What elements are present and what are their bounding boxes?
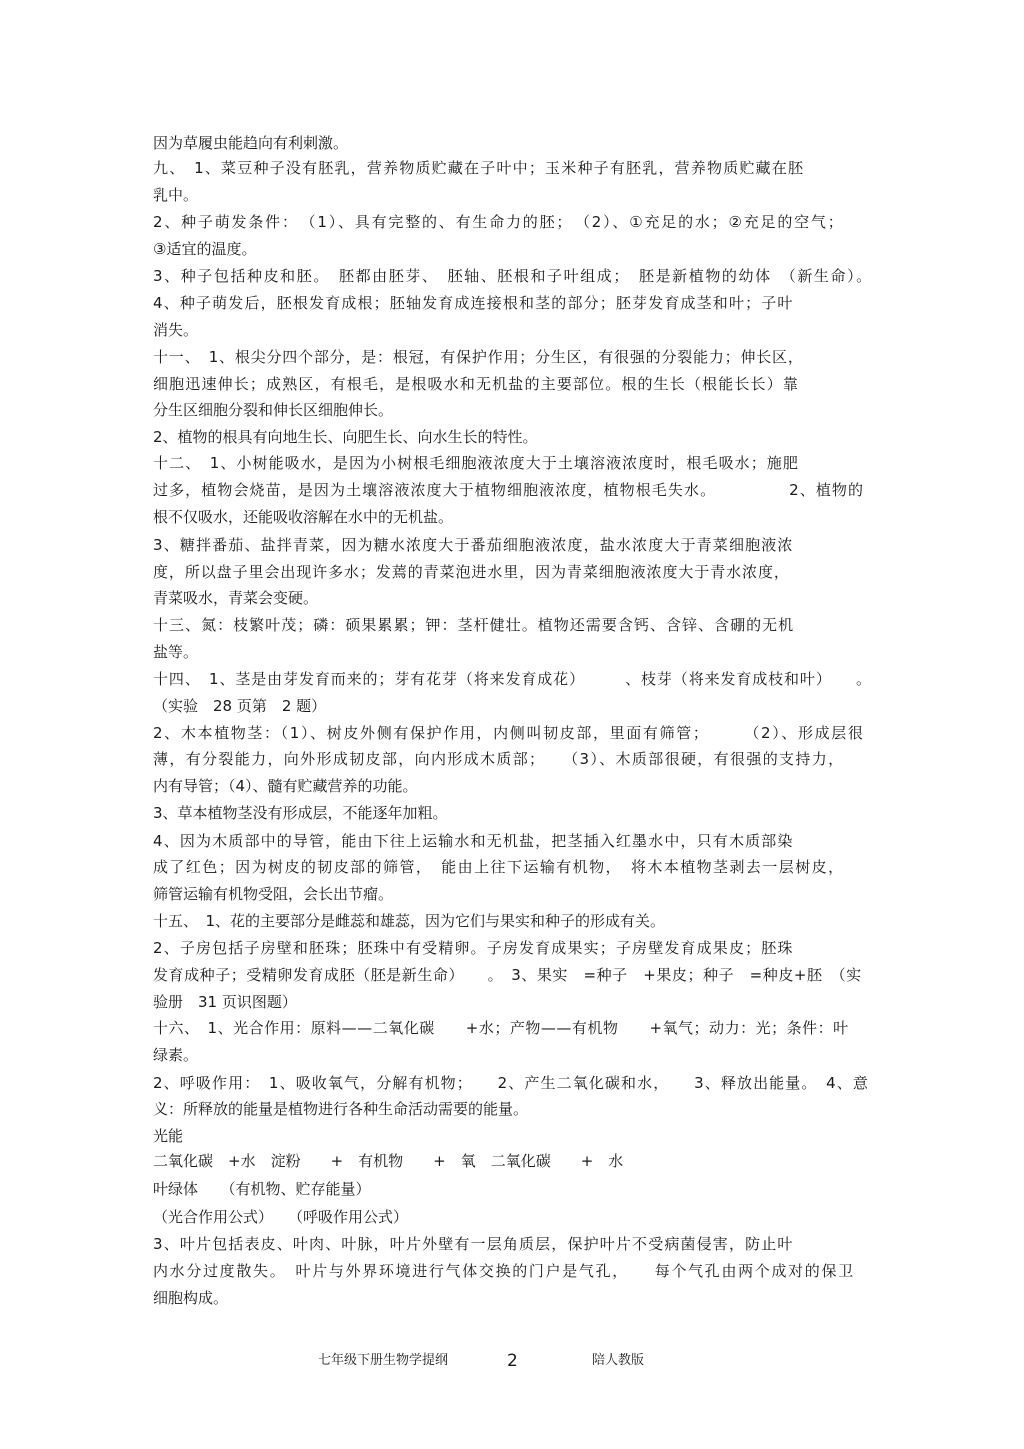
- text-line: 3、糖拌番茄、盐拌青菜，因为糖水浓度大于番茄细胞液浓度，盐水浓度大于青菜细胞液浓: [153, 536, 794, 554]
- text-line: 乳中。: [153, 186, 199, 204]
- text-line: 2、木本植物茎：（1）、树皮外侧有保护作用，内侧叫韧皮部，里面有筛管； （2）、形成层很: [153, 724, 865, 742]
- text-line: 2、植物的根具有向地生长、向肥生长、向水生长的特性。: [153, 428, 538, 446]
- text-line: 4、因为木质部中的导管，能由下往上运输水和无机盐，把茎插入红墨水中，只有木质部染: [153, 832, 794, 850]
- text-line: 十一、 1、根尖分四个部分，是：根冠，有保护作用；分生区，有很强的分裂能力；伸长区，: [153, 348, 804, 366]
- text-line: 十五、 1、花的主要部分是雌蕊和雄蕊，因为它们与果实和种子的形成有关。: [153, 912, 666, 930]
- text-line: 根不仅吸水，还能吸收溶解在水中的无机盐。: [153, 508, 454, 526]
- text-line: 验册 31 页识图题）: [153, 993, 297, 1011]
- text-line: ③适宜的温度。: [153, 240, 257, 258]
- footer-edition: 陪人教版: [592, 1353, 645, 1368]
- footer-title: 七年级下册生物学提纲: [318, 1353, 449, 1368]
- text-line: 分生区细胞分裂和伸长区细胞伸长。: [153, 401, 394, 419]
- text-line: 十二、 1、小树能吸水，是因为小树根毛细胞液浓度大于土壤溶液浓度时，根毛吸水；施肥: [153, 454, 799, 472]
- text-line: 3、种子包括种皮和胚。 胚都由胚芽、 胚轴、胚根和子叶组成； 胚是新植物的幼体 （新生命）。: [153, 267, 873, 285]
- text-line: 3、草本植物茎没有形成层，不能逐年加粗。: [153, 804, 448, 822]
- text-line: 绿素。: [153, 1046, 199, 1064]
- text-line: 十三、氮：枝繁叶茂；磷：硕果累累；钾：茎杆健壮。植物还需要含钙、含锌、含硼的无机: [153, 616, 795, 634]
- text-line: 内有导管；（4）、髓有贮藏营养的功能。: [153, 777, 418, 795]
- text-line: （实验 28 页第 2 题）: [153, 697, 327, 715]
- text-line: 义：所释放的能量是植物进行各种生命活动需要的能量。: [153, 1100, 529, 1118]
- text-line: 青菜吸水，青菜会变硬。: [153, 589, 319, 607]
- text-line: 细胞迅速伸长；成熟区，有根毛，是根吸水和无机盐的主要部位。根的生长（根能长长）靠: [153, 375, 800, 393]
- text-line: 2、种子萌发条件： （1）、具有完整的、有生命力的胚； （2）、①充足的水；②充足的空气；: [153, 213, 845, 231]
- text-line: 4、种子萌发后，胚根发育成根；胚轴发育成连接根和茎的部分；胚芽发育成茎和叶；子叶: [153, 294, 794, 312]
- page-footer: [0, 1349, 1024, 1373]
- text-line: 筛管运输有机物受阻，会长出节瘤。: [153, 885, 394, 903]
- text-line: 二氧化碳 +水 淀粉 + 有机物 + 氧 二氧化碳 + 水: [153, 1152, 624, 1170]
- page-number: 2: [507, 1351, 518, 1371]
- text-line: 光能: [153, 1127, 184, 1145]
- text-line: 发育成种子；受精卵发育成胚（胚是新生命） 。 3、果实 =种子 +果皮；种子 =种皮+胚 （实: [153, 966, 862, 984]
- text-line: 度，所以盘子里会出现许多水；发蔫的青菜泡进水里，因为青菜细胞液浓度大于青水浓度，: [153, 563, 790, 581]
- text-line: 薄，有分裂能力，向外形成韧皮部，向内形成木质部； （3）、木质部很硬，有很强的支持力，: [153, 750, 845, 768]
- text-line: 因为草履虫能趋向有利刺激。: [153, 134, 349, 152]
- text-line: 盐等。: [153, 643, 199, 661]
- text-line: 细胞构成。: [153, 1289, 229, 1307]
- text-line: （光合作用公式） （呼吸作用公式）: [153, 1208, 409, 1226]
- text-line: 3、叶片包括表皮、叶肉、叶脉，叶片外壁有一层角质层，保护叶片不受病菌侵害，防止叶: [153, 1235, 794, 1253]
- text-line: 叶绿体 （有机物、贮存能量）: [153, 1180, 371, 1198]
- text-line: 成了红色；因为树皮的韧皮部的筛管， 能由上往下运输有机物， 将木本植物茎剥去一层树皮，: [153, 858, 845, 876]
- text-line: 九、 1、菜豆种子没有胚乳，营养物质贮藏在子叶中；玉米种子有胚乳，营养物质贮藏在胚: [153, 159, 805, 177]
- text-line: 内水分过度散失。 叶片与外界环境进行气体交换的门户是气孔， 每个气孔由两个成对的保卫: [153, 1262, 855, 1280]
- text-line: 十六、 1、光合作用：原料——二氧化碳 +水；产物——有机物 +氧气；动力：光；条件：叶: [153, 1019, 849, 1037]
- text-line: 消失。: [153, 321, 199, 339]
- text-line: 过多，植物会烧苗，是因为土壤溶液浓度大于植物细胞液浓度，植物根毛失水。 2、植物的: [153, 481, 865, 499]
- text-line: 十四、 1、茎是由芽发育而来的；芽有花芽（将来发育成花） 、枝芽（将来发育成枝和叶） 。: [153, 670, 872, 688]
- text-line: 2、子房包括子房壁和胚珠；胚珠中有受精卵。子房发育成果实；子房壁发育成果皮；胚珠: [153, 939, 794, 957]
- text-line: 2、呼吸作用： 1、吸收氧气，分解有机物； 2、产生二氧化碳和水， 3、释放出能量。 4、意: [153, 1074, 870, 1092]
